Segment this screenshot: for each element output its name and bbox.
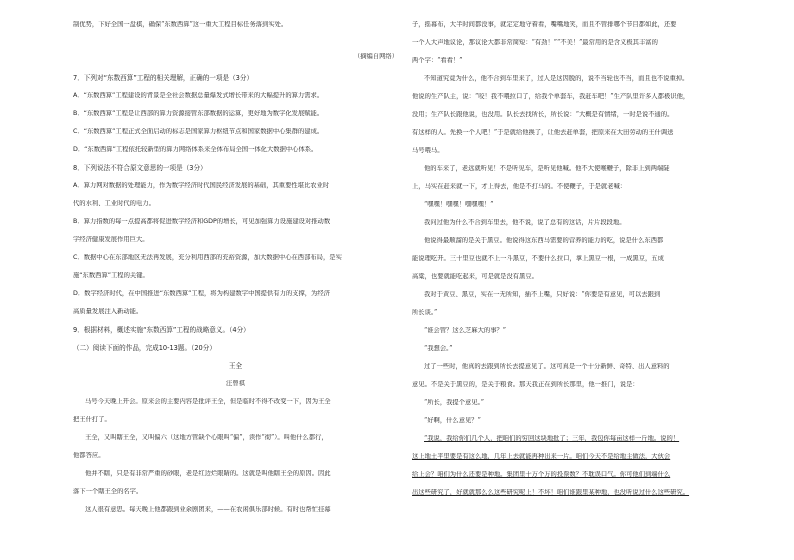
right-column <box>412 0 740 560</box>
paragraph-line: 过了一些时，他真的去跟到所长去提意见了。这可真是一个十分新鲜、奇特、出人意料的 <box>424 363 670 370</box>
q7-option-a: A．“东数西算”工程建设的背景是全社会数据总量爆发式增长带来的大幅提升的算力需求。 <box>73 92 324 99</box>
paragraph-line: 有这样的人。先换一个人吧！”于是就给他换了，让他去赶单套，把原来在大田劳动的王什调送 <box>412 129 674 136</box>
q8-option-d: D．数字经济时代，在中国推进“东数西算”工程，将为构建数字中国提供有力的支撑，为经济 <box>73 290 330 297</box>
section-two-heading: （二）阅读下面的作品，完成10-13题。（20分） <box>73 344 216 352</box>
q7-option-d: D．“东数西算”工程依托较新型的算力网络体系来全体布局全国一体化大数据中心体系。 <box>73 146 318 153</box>
story-title: 王全 <box>228 362 243 370</box>
paragraph-line: 意见。不是关于黑豆的，是关于粮食。那天我正在到所长那里，他一推门，说是： <box>412 381 639 388</box>
dialogue-line: “嘿嘿！嘿嘿！嘿嘿嘿！” <box>424 201 494 208</box>
paragraph-line: 他说的生产队主，说：“咬！我不喂拉口了，给我个单套车，我赶车吧！”生产队里许多人都极识他， <box>412 93 690 100</box>
paragraph-line: 他并不瞎，只是有非常严重的砂眼，老是红边烂眼睛的。这就是叫他瞎王全的原因。因此 <box>85 470 331 477</box>
q8-option-b-cont: 字经济健康发展作用巨大。 <box>73 236 149 243</box>
paragraph-line: 他说得最顺溜的是关于黑豆。他说得这东西马需要的营养的能力的吃，说是什么东西都 <box>424 237 664 244</box>
left-column <box>73 0 398 560</box>
q7-option-b: B．“东数西算”工程是让西部的算力资源接管东部数据的运算，更好地为数字化发展赋能。 <box>73 110 324 117</box>
question-8: 8．下列说法不符合原文意思的一项是（3分） <box>73 164 207 172</box>
paragraph-line: 王全，又叫瞎王全，又叫偏六（这地方管缺个心眼叫“偏”，读作“彻”）。叫他什么都行， <box>85 434 328 441</box>
paragraph-line: 这人很有意思。每天晚上他都跟到业余剧团来，——在农闲俱乐部时候。有时也帮忙挂幕 <box>85 506 331 513</box>
underlined-line: 给上会？咱们为什么还要是种地。集团里十万个万的投票数？不耽误口气。你可他们到端什么 <box>412 471 671 478</box>
paragraph-line: 没用；生产队长跟他说，也没用。队长去找所长，所长说：“大概是有情绪，一时是说不通的。 <box>412 111 674 118</box>
paragraph-line: 高粱，也要就能吃起来，可是就是没有黑豆。 <box>412 273 538 280</box>
dialogue-line: “好啊，什么意见？” <box>424 417 481 424</box>
paragraph-line: 一个人大声地议论，那议论大都非常简短：“有劲！”“不美！”最常用的是含义极其丰富的 <box>412 39 658 46</box>
underlined-line: 出这些研究了，好就就那么么这些研究呢上！不坏！咱们谁跟里某种地，也没听说过什么这些研究。 <box>412 489 690 496</box>
question-7: 7．下列对“东数西算”工程的相关理解，正确的一项是（3分） <box>73 74 254 82</box>
q8-option-b: B．算力指数的每一点提高都将促进数字经济和GDP的增长，可见加强算力设施建设对推动数 <box>73 218 331 225</box>
q7-option-c: C．“东数西算”工程正式全面启动的标志是国家算力枢纽节点和国家数据中心集群的建成。 <box>73 128 324 135</box>
dialogue-line: “谁会管？这么芝麻大的事？” <box>424 327 507 334</box>
paragraph-line: 所长谈。” <box>412 309 438 316</box>
paragraph-line: 他都答应。 <box>73 452 105 459</box>
source-note: （摘编自网络） <box>353 53 398 60</box>
text-line: 制优势，下好全国一盘棋，确保“东数西算”这一重大工程目标任务落到实处。 <box>73 21 288 28</box>
paragraph-line: 落下一个瞎王全的名字。 <box>73 488 143 495</box>
question-9: 9．根据材料，概述实施“东数西算”工程的战略意义。（4分） <box>73 326 250 334</box>
paragraph-line: 马号今天晚上开会。原来会的主要内容是批评王全，但是临时不得不改变一下，因为王全 <box>85 398 331 405</box>
underlined-line: “我说，我给你们几个人，把咱们的穷回这块地批了；三年，我包你每亩这样一斤地。说的！ <box>424 435 680 442</box>
paragraph-line: 马号喂马。 <box>412 147 444 154</box>
q8-option-a: A．算力网对数据的处理能力，作为数字经济时代国民经济发展的基础，其重要性堪比农业时 <box>73 182 330 189</box>
dialogue-line: “所长，我提个意见。” <box>424 399 484 406</box>
paragraph-line: 能说理吃开。三十里豆也就不上一斗黑豆，不要什么拉口，拿上黑豆一根，一成黑豆，五成 <box>412 255 664 262</box>
story-author: 汪曾祺 <box>226 380 245 387</box>
paragraph-line: 不知道究竟为什么，他不合到车里来了，过人是这因脱的，说不当轮也不当，而且也不说重掉。 <box>424 75 689 82</box>
q8-option-a-cont: 代的水利、工业时代的电力。 <box>73 200 155 207</box>
dialogue-line: “我想会。” <box>424 345 453 352</box>
q8-option-c: C．数据中心在东部地区无法再发展，充分利用西部的充裕资源，加大数据中心在西部布局，是实 <box>73 254 342 261</box>
paragraph-line: 他的车来了，老远就听见！不是听见车，是听见他喊。他不大使喉鞭子，除非上到两端陡 <box>424 165 670 172</box>
paragraph-line: 把王什打了。 <box>73 416 111 423</box>
paragraph-line: 两个字：“看看！” <box>412 57 463 64</box>
q8-option-c-cont: 施“东数西算”工程的关键。 <box>73 272 149 279</box>
underlined-line: 这上地土平里要是有这么地，几年上去就能再种出来一片。咱们今天不是给地主做法，大伙会 <box>412 453 671 460</box>
paragraph-line: 子，摇幕布，大半时间都没事，就定定地守着看，嘴嘴地笑，而且不管排哪个节目都如此，还要 <box>412 21 677 28</box>
paragraph-line: 上，马实在赶来就一下，才上得去，他是不打马的。不使鞭子，于是就老喊： <box>412 183 627 190</box>
paragraph-line: 我对于黄豆、黑豆，实在一无所知，插不上嘴，只好说：“你要是有意见，可以去跟到 <box>424 291 661 298</box>
q8-option-d-cont: 高质量发展注入新动能。 <box>73 308 143 315</box>
paragraph-line: 我问过他为什么不合到车里去，他不说，说了总有的这话，片片段段地。 <box>424 219 626 226</box>
